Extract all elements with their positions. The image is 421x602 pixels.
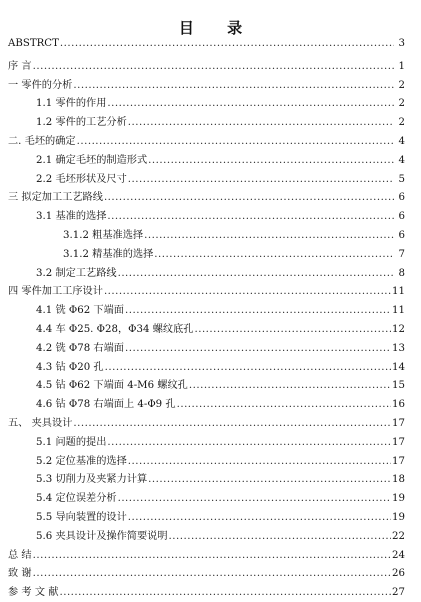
toc-entry[interactable]: [8, 38, 405, 57]
toc-entry-label: 1.2 零件的工艺分析: [36, 117, 127, 129]
dot-leader: [125, 305, 391, 316]
toc-entry-label: 总 结: [8, 549, 32, 561]
toc-entry[interactable]: [8, 358, 405, 377]
toc-entry[interactable]: [8, 188, 405, 207]
toc-entry[interactable]: [8, 94, 405, 113]
toc-entry-label: 二. 毛坯的确定: [8, 135, 76, 147]
dot-leader: [189, 380, 391, 391]
toc-entry-page: 17: [392, 417, 405, 429]
toc-entry[interactable]: [8, 282, 405, 301]
toc-entry-label: 5.3 切削力及夹紧力计算: [36, 474, 148, 486]
toc-entry[interactable]: [8, 264, 405, 283]
toc-entry-page: 4: [398, 135, 405, 147]
toc-entry-page: 17: [392, 455, 405, 467]
toc-entry-label: 2.2 毛坯形状及尺寸: [36, 173, 127, 185]
toc-entry[interactable]: [8, 339, 405, 358]
toc-entry[interactable]: [8, 508, 405, 527]
dot-leader: [169, 531, 392, 542]
toc-entry-label: 3.2 制定工艺路线: [36, 267, 117, 279]
toc-entry-label: 4.6 钻 Φ78 右端面上 4-Φ9 孔: [36, 399, 176, 411]
toc-entry-page: 3: [398, 38, 405, 49]
toc-entry-label: ABSTRCT: [8, 38, 59, 49]
toc-entry-page: 24: [392, 549, 405, 561]
toc-entry[interactable]: [8, 245, 405, 264]
toc-entry-page: 2: [398, 117, 405, 129]
toc-entry-page: 27: [392, 587, 405, 599]
dot-leader: [73, 418, 391, 429]
toc-entry-page: 13: [392, 342, 405, 354]
toc-entry-label: 2.1 确定毛坯的制造形式: [36, 154, 148, 166]
toc-entry-page: 6: [398, 192, 405, 204]
toc-entry[interactable]: [8, 207, 405, 226]
toc-entry-label: 4.2 铣 Φ78 右端面: [36, 342, 124, 354]
table-of-contents: [8, 38, 405, 602]
toc-entry-label: 4.3 钻 Φ20 孔: [36, 361, 104, 373]
toc-entry-page: 16: [392, 399, 405, 411]
toc-entry-page: 4: [398, 154, 405, 166]
toc-entry-label: 5.5 导向装置的设计: [36, 511, 127, 523]
dot-leader: [128, 512, 391, 523]
toc-entry[interactable]: [8, 452, 405, 471]
dot-leader: [105, 362, 391, 373]
dot-leader: [104, 192, 394, 203]
toc-entry-page: 12: [392, 323, 405, 335]
toc-entry-page: 7: [398, 248, 405, 260]
toc-entry-label: 序 言: [8, 60, 32, 72]
toc-entry-page: 11: [392, 305, 405, 317]
dot-leader: [177, 399, 391, 410]
toc-entry-page: 2: [398, 79, 405, 91]
toc-entry-page: 11: [392, 286, 405, 298]
dot-leader: [33, 61, 394, 72]
page-title: 目 录: [178, 19, 257, 37]
toc-entry-label: 四 零件加工工序设计: [8, 286, 103, 298]
toc-entry[interactable]: [8, 151, 405, 170]
toc-entry-page: 6: [398, 211, 405, 223]
toc-entry-page: 8: [398, 267, 405, 279]
dot-leader: [128, 117, 394, 128]
dot-leader: [73, 80, 394, 91]
toc-entry-label: 5.6 夹具设计及操作简要说明: [36, 530, 168, 542]
toc-entry-label: 5.2 定位基准的选择: [36, 455, 127, 467]
toc-entry-page: 15: [392, 380, 405, 392]
toc-entry[interactable]: [8, 470, 405, 489]
toc-entry[interactable]: [8, 226, 405, 245]
toc-entry[interactable]: [8, 76, 405, 95]
toc-entry[interactable]: [8, 564, 405, 583]
dot-leader: [33, 550, 391, 561]
toc-entry[interactable]: [8, 57, 405, 76]
toc-entry[interactable]: [8, 132, 405, 151]
toc-entry-page: 19: [392, 511, 405, 523]
toc-entry-page: 5: [398, 173, 405, 185]
toc-entry-page: 22: [392, 530, 405, 542]
toc-entry-label: 参 考 文 献: [8, 587, 59, 599]
dot-leader: [77, 136, 394, 147]
toc-entry[interactable]: [8, 527, 405, 546]
toc-entry-label: 4.4 车 Φ25. Φ28，Φ34 螺纹底孔: [36, 323, 194, 335]
toc-entry-label: 5.4 定位误差分析: [36, 493, 117, 505]
toc-entry[interactable]: [8, 170, 405, 189]
toc-entry-page: 14: [392, 361, 405, 373]
dot-leader: [107, 437, 391, 448]
toc-entry[interactable]: [8, 583, 405, 602]
toc-entry-page: 26: [392, 568, 405, 580]
toc-entry-page: 6: [398, 229, 405, 241]
toc-entry-label: 一 零件的分析: [8, 79, 73, 91]
toc-entry[interactable]: [8, 433, 405, 452]
dot-leader: [59, 587, 391, 598]
toc-entry-page: 17: [392, 436, 405, 448]
toc-entry-label: 4.1 铣 Φ62 下端面: [36, 305, 124, 317]
dot-leader: [128, 456, 391, 467]
toc-entry-label: 三 拟定加工工艺路线: [8, 192, 103, 204]
toc-entry[interactable]: [8, 113, 405, 132]
dot-leader: [148, 474, 391, 485]
toc-entry-label: 3.1.2 粗基准选择: [63, 229, 144, 241]
dot-leader: [107, 211, 394, 222]
toc-entry-label: 5.1 问题的提出: [36, 436, 107, 448]
toc-entry-page: 19: [392, 493, 405, 505]
toc-entry-label: 3.1.2 精基准的选择: [63, 248, 154, 260]
toc-entry[interactable]: [8, 301, 405, 320]
dot-leader: [60, 38, 394, 49]
dot-leader: [154, 249, 394, 260]
toc-entry-page: 18: [392, 474, 405, 486]
toc-entry[interactable]: [8, 414, 405, 433]
dot-leader: [144, 230, 394, 241]
toc-entry-label: 1.1 零件的作用: [36, 98, 107, 110]
dot-leader: [194, 324, 391, 335]
dot-leader: [33, 568, 391, 579]
toc-entry[interactable]: [8, 546, 405, 565]
dot-leader: [118, 493, 391, 504]
toc-entry-page: 1: [398, 60, 405, 72]
dot-leader: [107, 98, 394, 109]
dot-leader: [118, 268, 394, 279]
dot-leader: [148, 155, 394, 166]
dot-leader: [125, 343, 391, 354]
toc-entry[interactable]: [8, 395, 405, 414]
toc-entry-label: 4.5 钻 Φ62 下端面 4-M6 螺纹孔: [36, 380, 188, 392]
toc-entry-label: 3.1 基准的选择: [36, 211, 107, 223]
toc-entry[interactable]: [8, 489, 405, 508]
toc-entry-label: 致 谢: [8, 568, 32, 580]
dot-leader: [104, 286, 391, 297]
toc-entry[interactable]: [8, 376, 405, 395]
dot-leader: [128, 174, 394, 185]
toc-entry-label: 五、 夹具设计: [8, 417, 73, 429]
toc-entry-page: 2: [398, 98, 405, 110]
toc-entry[interactable]: [8, 320, 405, 339]
